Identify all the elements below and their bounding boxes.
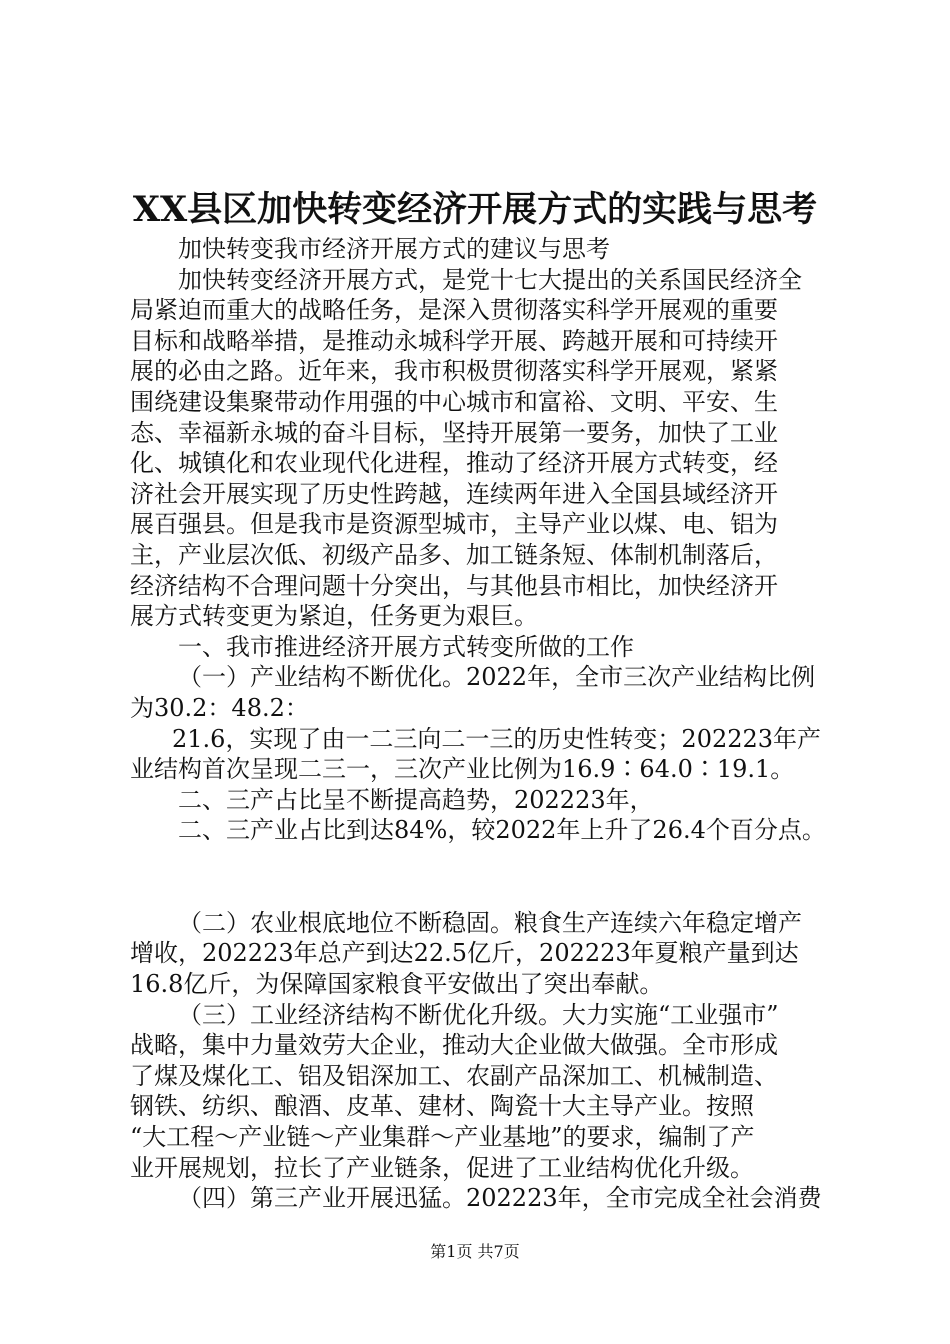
subtitle-line: 加快转变我市经济开展方式的建议与思考 (178, 235, 610, 263)
paragraph-line: 16.8亿斤，为保障国家粮食平安做出了突出奉献。 (130, 970, 664, 999)
paragraph-line: 化、城镇化和农业现代化进程，推动了经济开展方式转变，经 (130, 449, 778, 478)
paragraph-line: 21.6，实现了由一二三向二一三的历史性转变；202223年产 (172, 724, 822, 753)
paragraph-line: 展百强县。但是我市是资源型城市，主导产业以煤、电、铝为 (130, 510, 778, 539)
paragraph-line: 济社会开展实现了历史性跨越，连续两年进入全国县域经济开 (130, 479, 778, 508)
paragraph-line: 二、三产业占比到达84%，较2022年上升了26.4个百分点。 (178, 816, 826, 845)
document-title: XX县区加快转变经济开展方式的实践与思考 (132, 189, 818, 230)
paragraph-line: 为30.2：48.2： (130, 693, 309, 722)
paragraph-line: 态、幸福新永城的奋斗目标，坚持开展第一要务，加快了工业 (130, 418, 778, 447)
paragraph-line: （二）农业根底地位不断稳固。粮食生产连续六年稳定增产 (178, 908, 802, 937)
blank-line (130, 846, 830, 908)
paragraph-line: 增收，202223年总产到达22.5亿斤，202223年夏粮产量到达 (130, 939, 799, 968)
paragraph-line: 战略，集中力量效劳大企业，推动大企业做大做强。全市形成 (130, 1031, 778, 1060)
paragraph-line: 围绕建设集聚带动作用强的中心城市和富裕、文明、平安、生 (130, 387, 778, 416)
paragraph-line: （一）产业结构不断优化。2022年，全市三次产业结构比例 (178, 663, 816, 692)
section-heading: 一、我市推进经济开展方式转变所做的工作 (178, 632, 634, 661)
paragraph-line: 展方式转变更为紧迫，任务更为艰巨。 (130, 602, 538, 631)
paragraph-line: 加快转变经济开展方式，是党十七大提出的关系国民经济全 (178, 265, 802, 294)
paragraph-line: 局紧迫而重大的战略任务，是深入贯彻落实科学开展观的重要 (130, 296, 778, 325)
paragraph-line: “大工程～产业链～产业集群～产业基地”的要求，编制了产 (130, 1123, 755, 1152)
paragraph-line: （四）第三产业开展迅猛。202223年，全市完成全社会消费 (178, 1184, 822, 1213)
page-number-footer: 第1页 共7页 (430, 1242, 520, 1261)
document-body (130, 234, 830, 1214)
paragraph-line: 目标和战略举措，是推动永城科学开展、跨越开展和可持续开 (130, 326, 778, 355)
paragraph-line: 展的必由之路。近年来，我市积极贯彻落实科学开展观，紧紧 (130, 357, 778, 386)
paragraph-line: 主，产业层次低、初级产品多、加工链条短、体制机制落后， (130, 540, 778, 569)
paragraph-line: （三）工业经济结构不断优化升级。大力实施“工业强市” (178, 1000, 779, 1029)
paragraph-line: 了煤及煤化工、铝及铝深加工、农副产品深加工、机械制造、 (130, 1061, 778, 1090)
paragraph-line: 业开展规划，拉长了产业链条，促进了工业结构优化升级。 (130, 1153, 754, 1182)
paragraph-line: 二、三产占比呈不断提高趋势，202223年， (178, 785, 654, 814)
paragraph-line: 经济结构不合理问题十分突出，与其他县市相比，加快经济开 (130, 571, 778, 600)
paragraph-line: 业结构首次呈现二三一，三次产业比例为16.9∶64.0∶19.1。 (130, 755, 795, 784)
paragraph-line: 钢铁、纺织、酿酒、皮革、建材、陶瓷十大主导产业。按照 (130, 1092, 754, 1121)
